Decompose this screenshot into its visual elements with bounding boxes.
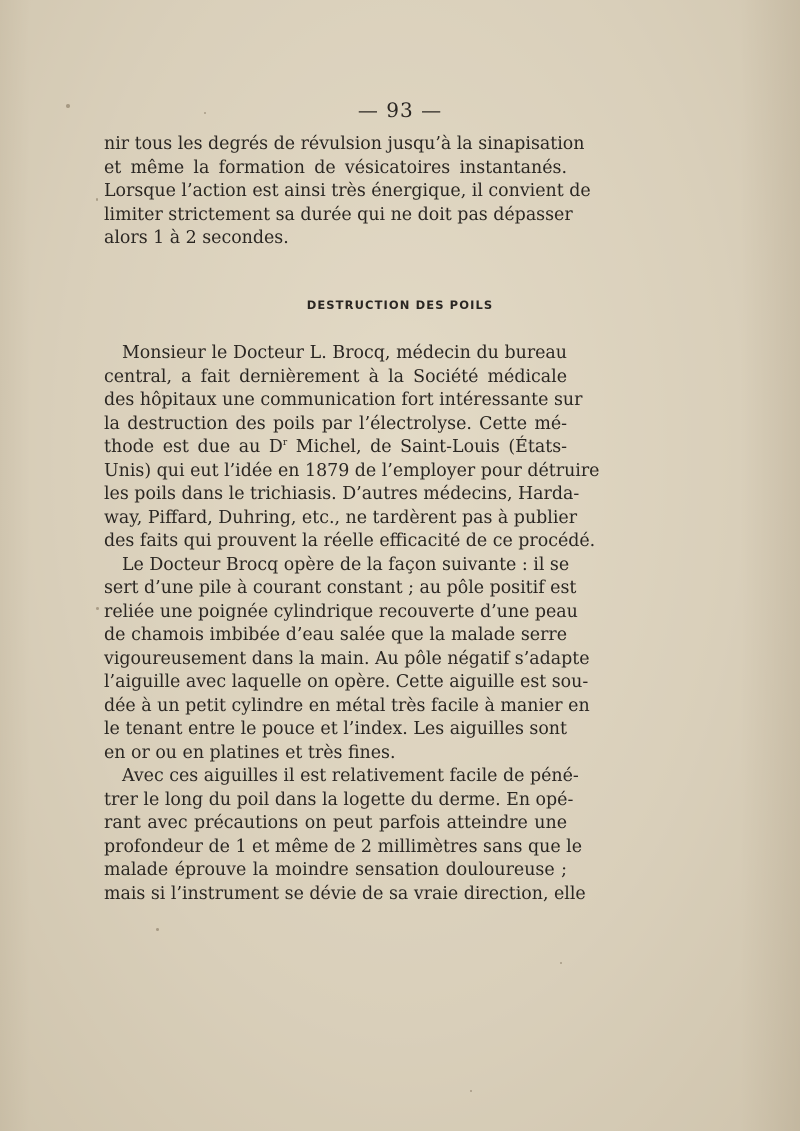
text-line: trer le long du poil dans la logette du derme. En opé-: [104, 789, 574, 810]
text-line: le tenant entre le pouce et l’index. Les aiguilles sont: [104, 719, 567, 739]
text-line: en or ou en platines et très fines.: [104, 742, 396, 763]
page-edge-shading: [740, 0, 800, 1131]
text-line: Unis) qui eut l’idée en 1879 de l’employer pour détruire: [104, 460, 600, 481]
text-line: sert d’une pile à courant constant ; au pôle positif est: [104, 578, 577, 598]
text-line: Le Docteur Brocq opère de la façon suivante : il se: [122, 554, 570, 575]
text-line: l’aiguille avec laquelle on opère. Cette aiguille est sou-: [104, 672, 589, 692]
text-line: des faits qui prouvent la réelle efficacité de ce procédé.: [104, 531, 596, 551]
text-line: central, a fait dernièrement à la Société médicale: [104, 366, 567, 387]
page-edge-shading-left: [0, 0, 30, 1131]
text-line: way, Piffard, Duhring, etc., ne tardèrent pas à publier: [104, 507, 578, 528]
text-line: Avec ces aiguilles il est relativement facile de péné-: [122, 766, 579, 786]
text-line: Lorsque l’action est ainsi très énergique, il convient de: [104, 181, 591, 201]
text-line: nir tous les degrés de révulsion jusqu’à la sinapisation: [104, 134, 585, 154]
text-line-with-superscript: [104, 436, 567, 460]
text-line: Monsieur le Docteur L. Brocq, médecin du bureau: [122, 343, 567, 363]
paragraph-procedure: [104, 554, 590, 766]
paper-speck: [96, 607, 99, 610]
text-segment: Michel, de Saint-Louis (États-: [287, 437, 567, 457]
text-line: malade éprouve la moindre sensation douloureuse ;: [104, 860, 567, 880]
text-line: rant avec précautions on peut parfois atteindre une: [104, 813, 567, 833]
paper-speck: [470, 1090, 472, 1092]
text-line: dée à un petit cylindre en métal très facile à manier en: [104, 695, 590, 716]
paragraph-needles: [104, 765, 586, 906]
text-line: reliée une poignée cylindrique recouverte d’une peau: [104, 601, 578, 622]
text-line: et même la formation de vésicatoires instantanés.: [104, 157, 567, 178]
superscript: r: [282, 438, 288, 448]
paper-speck: [156, 928, 159, 931]
text-line: alors 1 à 2 secondes.: [104, 228, 289, 248]
text-line: limiter strictement sa durée qui ne doit pas dépasser: [104, 204, 573, 225]
text-line: vigoureusement dans la main. Au pôle négatif s’adapte: [104, 648, 590, 669]
text-line: la destruction des poils par l’électrolyse. Cette mé-: [104, 413, 567, 434]
section-heading: DESTRUCTION DES POILS: [306, 298, 494, 312]
text-line: profondeur de 1 et même de 2 millimètres sans que le: [104, 836, 582, 857]
page-number: — 93 —: [357, 98, 443, 122]
text-segment: thode est due au D: [104, 437, 283, 457]
text-line: les poils dans le trichiasis. D’autres médecins, Harda-: [104, 484, 580, 504]
text-line: mais si l’instrument se dévie de sa vraie direction, elle: [104, 883, 586, 904]
paper-speck: [560, 962, 562, 964]
text-line: de chamois imbibée d’eau salée que la malade serre: [104, 625, 567, 645]
paragraph-introduction: [104, 342, 600, 554]
text-line: des hôpitaux une communication fort intéressante sur: [104, 390, 583, 410]
paper-speck: [96, 198, 98, 201]
paragraph-continuation: [104, 133, 591, 251]
